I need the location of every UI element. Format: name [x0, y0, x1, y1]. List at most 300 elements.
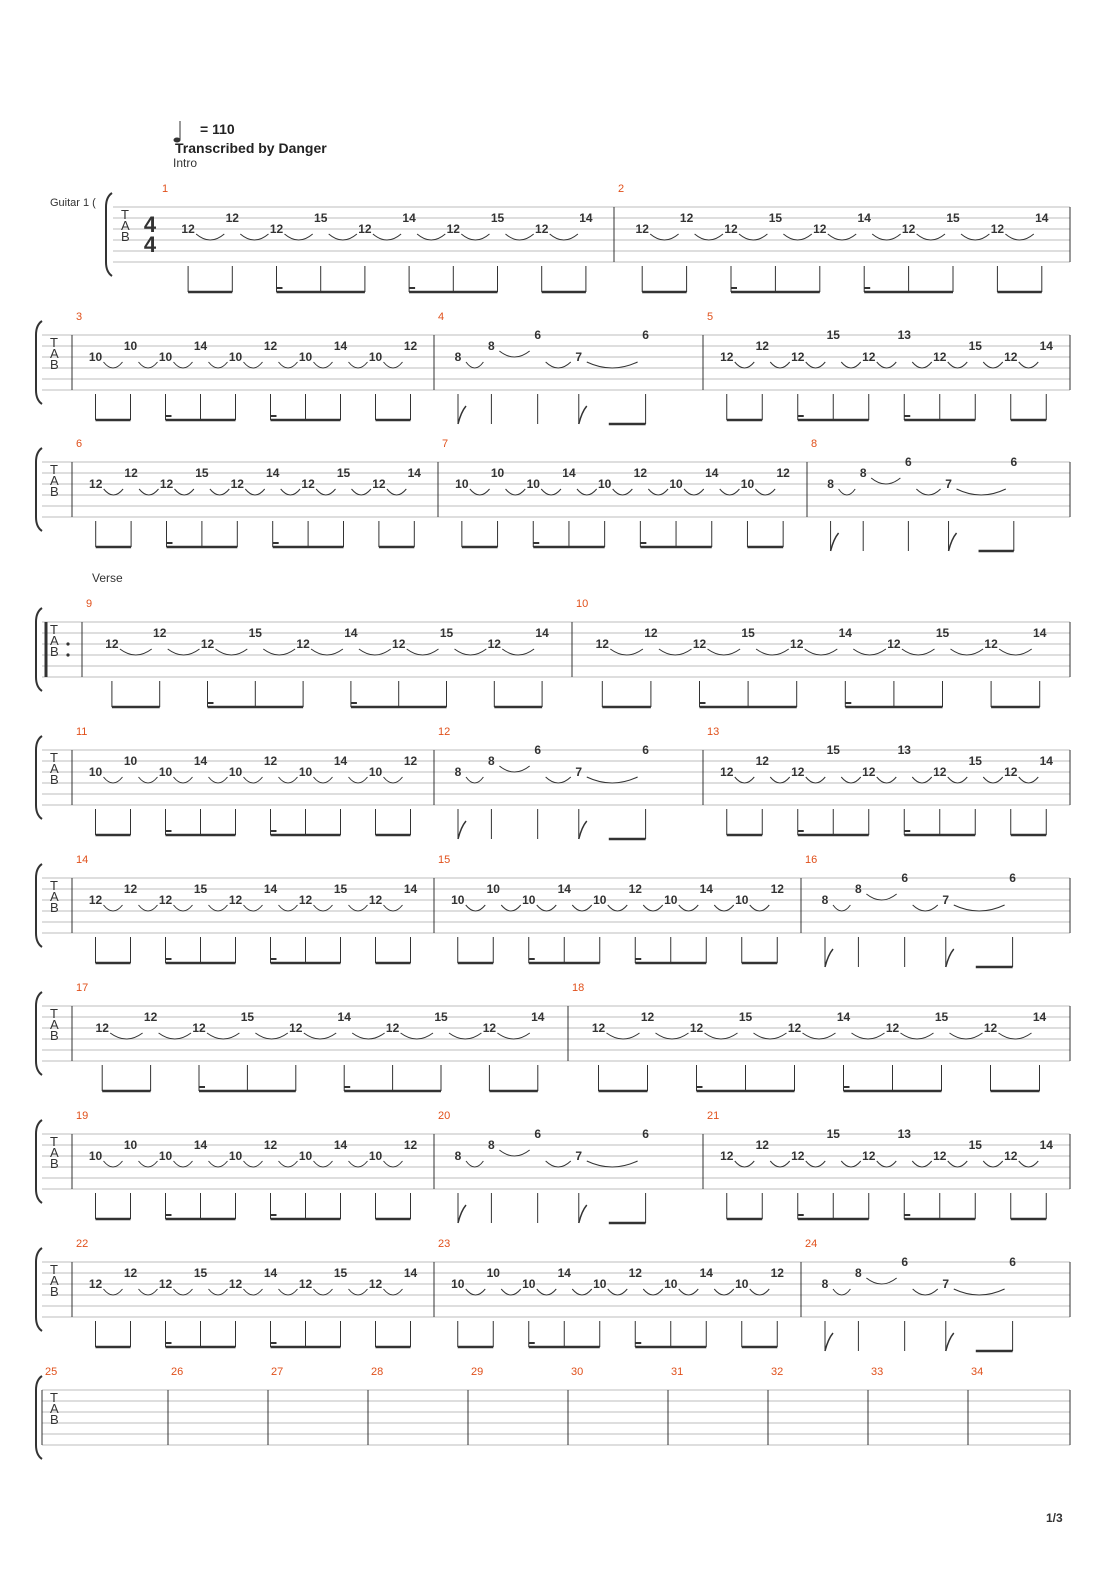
fret-number: 12 — [933, 765, 947, 779]
slur — [877, 362, 897, 368]
fret-number: 13 — [897, 328, 911, 342]
tab-clef-letter: B — [50, 357, 59, 372]
fret-number: 12 — [89, 477, 103, 491]
fret-number: 10 — [455, 477, 469, 491]
fret-number: 12 — [724, 222, 738, 236]
page-number: 1/3 — [1046, 1511, 1063, 1525]
slur — [174, 905, 193, 911]
tab-clef-letter: B — [50, 484, 59, 499]
tab-clef-letter: B — [50, 644, 59, 659]
slur — [833, 1289, 850, 1295]
slur — [770, 1161, 790, 1167]
fret-number: 12 — [933, 350, 947, 364]
slur — [466, 777, 483, 783]
slur — [349, 905, 368, 911]
measure-number: 34 — [971, 1366, 984, 1378]
slur — [841, 777, 861, 783]
fret-number: 15 — [336, 466, 351, 480]
tab-clef-letter: T — [50, 462, 58, 477]
slur — [499, 766, 529, 772]
fret-number: 12 — [1004, 350, 1018, 364]
fret-number: 12 — [228, 893, 243, 907]
slur — [755, 489, 775, 495]
fret-number: 10 — [522, 893, 536, 907]
fret-number: 10 — [228, 765, 243, 779]
fret-number: 15 — [333, 1266, 348, 1280]
tab-clef-letter: A — [50, 1145, 59, 1160]
fret-number: 12 — [123, 882, 138, 896]
slur — [913, 1289, 938, 1295]
measure-number: 5 — [707, 311, 714, 323]
tab-clef-letter: B — [50, 900, 59, 915]
system-bracket — [106, 193, 112, 276]
system-bracket — [36, 1120, 42, 1203]
slur — [455, 649, 487, 655]
slur — [417, 234, 445, 240]
fret-number: 15 — [333, 882, 348, 896]
repeat-dot — [66, 653, 69, 656]
fret-number: 14 — [333, 1138, 348, 1152]
note-flag — [458, 821, 466, 839]
slur — [877, 777, 897, 783]
slur — [546, 777, 571, 783]
measure-number: 15 — [438, 854, 451, 866]
slur — [120, 649, 152, 655]
fret-number: 12 — [679, 211, 694, 225]
fret-number: 8 — [821, 1277, 829, 1291]
time-signature-bottom: 4 — [143, 232, 157, 257]
slur — [349, 777, 368, 783]
slur — [466, 1161, 483, 1167]
slur — [852, 1033, 885, 1039]
slur — [285, 234, 313, 240]
fret-number: 15 — [248, 626, 262, 640]
note-flag — [825, 1333, 833, 1351]
slur — [449, 1033, 481, 1039]
slur — [502, 649, 534, 655]
slur — [841, 362, 861, 368]
fret-number: 7 — [945, 477, 952, 491]
fret-number: 15 — [434, 1010, 448, 1024]
tab-clef-letter: T — [121, 207, 129, 222]
note-flag — [579, 821, 587, 839]
fret-number: 15 — [826, 1127, 840, 1141]
slur — [104, 489, 123, 495]
fret-number: 10 — [664, 893, 678, 907]
fret-number: 14 — [562, 466, 576, 480]
fret-number: 14 — [193, 339, 208, 353]
fret-number: 14 — [263, 1266, 278, 1280]
fret-number: 12 — [755, 754, 769, 768]
slur — [695, 234, 723, 240]
slur — [244, 362, 263, 368]
fret-number: 12 — [635, 222, 649, 236]
fret-number: 14 — [699, 882, 713, 896]
tempo-marking: = 110 — [200, 121, 235, 137]
measure-number: 14 — [76, 854, 89, 866]
measure-number: 19 — [76, 1110, 89, 1122]
track-label: Guitar 1 ( — [50, 197, 96, 209]
slur — [174, 777, 193, 783]
slur — [806, 777, 826, 783]
slur — [244, 1161, 263, 1167]
fret-number: 14 — [857, 211, 871, 225]
fret-number: 15 — [193, 1266, 208, 1280]
tab-clef-letter: A — [50, 889, 59, 904]
fret-number: 10 — [88, 350, 103, 364]
measure-number: 29 — [471, 1366, 484, 1378]
fret-number: 12 — [192, 1021, 206, 1035]
slur — [659, 649, 692, 655]
fret-number: 6 — [901, 1255, 909, 1269]
note-flag — [579, 1205, 587, 1223]
fret-number: 6 — [905, 455, 912, 469]
slur — [401, 1033, 433, 1039]
slur — [501, 905, 521, 911]
slur — [961, 234, 989, 240]
measure-number: 17 — [76, 982, 89, 994]
fret-number: 14 — [1039, 339, 1053, 353]
tab-clef-letter: A — [121, 218, 130, 233]
fret-number: 10 — [88, 765, 103, 779]
fret-number: 12 — [633, 466, 648, 480]
fret-number: 12 — [228, 1277, 243, 1291]
slur — [537, 1289, 557, 1295]
fret-number: 12 — [403, 754, 418, 768]
fret-number: 14 — [407, 466, 421, 480]
slur — [577, 489, 597, 495]
slur — [587, 777, 638, 783]
slur — [756, 649, 789, 655]
slur — [954, 1289, 1005, 1295]
fret-number: 12 — [720, 1149, 734, 1163]
measure-number: 30 — [571, 1366, 584, 1378]
fret-number: 10 — [486, 882, 500, 896]
slur — [384, 1161, 403, 1167]
tab-clef-letter: T — [50, 622, 58, 637]
slur — [608, 1289, 628, 1295]
slur — [750, 1289, 770, 1295]
fret-number: 10 — [123, 754, 138, 768]
fret-number: 12 — [990, 222, 1005, 236]
system-bracket — [36, 448, 42, 531]
slur — [828, 234, 856, 240]
slur — [572, 1289, 592, 1295]
measure-number: 23 — [438, 1238, 451, 1250]
tab-clef-letter: T — [50, 1390, 58, 1405]
fret-number: 12 — [372, 477, 386, 491]
fret-number: 10 — [490, 466, 505, 480]
slur — [916, 489, 940, 495]
measure-number: 16 — [805, 854, 818, 866]
fret-number: 14 — [1039, 1138, 1053, 1152]
fret-number: 12 — [535, 222, 549, 236]
fret-number: 10 — [228, 350, 243, 364]
fret-number: 8 — [821, 893, 829, 907]
slur — [866, 1278, 896, 1284]
fret-number: 10 — [451, 893, 465, 907]
fret-number: 12 — [770, 882, 784, 896]
slur — [735, 362, 755, 368]
fret-number: 14 — [266, 466, 280, 480]
fret-number: 14 — [535, 626, 549, 640]
fret-number: 12 — [984, 637, 998, 651]
transcriber-credit: Transcribed by Danger — [175, 140, 327, 156]
fret-number: 12 — [644, 626, 658, 640]
measure-number: 4 — [438, 311, 445, 323]
fret-number: 15 — [741, 626, 755, 640]
fret-number: 8 — [855, 882, 862, 896]
measure-number: 26 — [171, 1366, 184, 1378]
slur — [708, 649, 741, 655]
slur — [209, 362, 228, 368]
slur — [207, 1033, 239, 1039]
note-flag — [458, 406, 466, 424]
measure-number: 31 — [671, 1366, 684, 1378]
fret-number: 7 — [575, 350, 583, 364]
slur — [872, 234, 900, 240]
fret-number: 12 — [263, 1138, 278, 1152]
fret-number: 12 — [720, 765, 734, 779]
fret-number: 12 — [983, 1021, 998, 1035]
section-label-intro: Intro — [173, 156, 198, 170]
fret-number: 12 — [181, 222, 195, 236]
fret-number: 7 — [942, 1277, 950, 1291]
fret-number: 12 — [200, 637, 215, 651]
fret-number: 6 — [534, 743, 542, 757]
fret-number: 14 — [402, 211, 416, 225]
fret-number: 12 — [368, 1277, 383, 1291]
measure-number: 18 — [572, 982, 585, 994]
fret-number: 15 — [490, 211, 505, 225]
fret-number: 10 — [158, 1149, 173, 1163]
fret-number: 10 — [593, 1277, 607, 1291]
fret-number: 10 — [298, 1149, 313, 1163]
fret-number: 15 — [768, 211, 783, 225]
repeat-dot — [66, 642, 69, 645]
measure-number: 25 — [45, 1366, 58, 1378]
note-flag — [458, 1205, 466, 1223]
fret-number: 10 — [526, 477, 540, 491]
note-flag — [949, 533, 957, 551]
fret-number: 12 — [263, 339, 278, 353]
fret-number: 14 — [1032, 1010, 1047, 1024]
fret-number: 12 — [298, 893, 313, 907]
measure-number: 33 — [871, 1366, 884, 1378]
slur — [349, 1289, 368, 1295]
fret-number: 14 — [557, 882, 571, 896]
fret-number: 14 — [838, 626, 852, 640]
slur — [244, 777, 263, 783]
slur — [917, 234, 945, 240]
slur — [735, 777, 755, 783]
fret-number: 12 — [105, 637, 119, 651]
fret-number: 12 — [813, 222, 827, 236]
slur — [387, 489, 406, 495]
fret-number: 15 — [935, 626, 950, 640]
measure-number: 28 — [371, 1366, 384, 1378]
fret-number: 7 — [575, 1149, 583, 1163]
slur — [983, 1161, 1003, 1167]
slur — [174, 362, 193, 368]
fret-number: 15 — [738, 1010, 753, 1024]
fret-number: 12 — [689, 1021, 704, 1035]
fret-number: 10 — [522, 1277, 536, 1291]
slur — [159, 1033, 191, 1039]
fret-number: 12 — [720, 350, 734, 364]
slur — [572, 905, 592, 911]
slur — [104, 362, 123, 368]
fret-number: 12 — [887, 637, 901, 651]
slur — [279, 362, 298, 368]
fret-number: 10 — [593, 893, 607, 907]
slur — [607, 1033, 640, 1039]
fret-number: 10 — [669, 477, 683, 491]
fret-number: 12 — [862, 1149, 876, 1163]
fret-number: 12 — [225, 211, 239, 225]
slur — [550, 234, 578, 240]
fret-number: 14 — [403, 882, 418, 896]
slur — [948, 777, 968, 783]
slur — [279, 1289, 298, 1295]
slur — [587, 1161, 638, 1167]
fret-number: 14 — [333, 754, 348, 768]
fret-number: 12 — [124, 466, 138, 480]
fret-number: 12 — [862, 350, 876, 364]
slur — [754, 1033, 787, 1039]
fret-number: 12 — [692, 637, 707, 651]
fret-number: 14 — [1039, 754, 1053, 768]
fret-number: 10 — [368, 765, 383, 779]
slur — [352, 1033, 384, 1039]
slur — [466, 905, 486, 911]
fret-number: 10 — [740, 477, 755, 491]
time-signature-top: 4 — [143, 212, 157, 237]
fret-number: 12 — [787, 1021, 802, 1035]
fret-number: 10 — [228, 1149, 243, 1163]
slur — [999, 649, 1032, 655]
slur — [501, 1289, 521, 1295]
tab-clef-letter: B — [50, 1028, 59, 1043]
fret-number: 14 — [1035, 211, 1049, 225]
slur — [803, 1033, 836, 1039]
slur — [104, 1161, 123, 1167]
measure-number: 32 — [771, 1366, 784, 1378]
slur — [352, 489, 371, 495]
slur — [499, 1150, 529, 1156]
fret-number: 14 — [699, 1266, 713, 1280]
slur — [139, 362, 158, 368]
slur — [714, 905, 734, 911]
note-flag — [825, 949, 833, 967]
slur — [950, 1033, 983, 1039]
fret-number: 12 — [358, 222, 372, 236]
slur — [216, 649, 248, 655]
fret-number: 8 — [488, 1138, 495, 1152]
fret-number: 14 — [193, 1138, 208, 1152]
tab-clef-letter: A — [50, 1273, 59, 1288]
fret-number: 10 — [486, 1266, 500, 1280]
fret-number: 12 — [776, 466, 790, 480]
slur — [209, 1161, 228, 1167]
slur — [304, 1033, 336, 1039]
measure-number: 7 — [442, 438, 449, 450]
fret-number: 15 — [193, 882, 208, 896]
slur — [806, 1161, 826, 1167]
tab-clef-letter: T — [50, 750, 58, 765]
slur — [175, 489, 194, 495]
tab-clef-letter: B — [50, 1156, 59, 1171]
fret-number: 12 — [628, 882, 642, 896]
slur — [954, 905, 1005, 911]
fret-number: 12 — [298, 1277, 313, 1291]
fret-number: 6 — [534, 328, 542, 342]
tab-clef-letter: T — [50, 335, 58, 350]
fret-number: 15 — [946, 211, 960, 225]
slur — [679, 905, 699, 911]
fret-number: 6 — [901, 871, 909, 885]
slur — [901, 1033, 934, 1039]
slur — [314, 777, 333, 783]
tab-clef-letter: B — [50, 1284, 59, 1299]
fret-number: 12 — [595, 637, 609, 651]
fret-number: 12 — [88, 893, 103, 907]
fret-number: 8 — [859, 466, 867, 480]
tab-clef-letter: A — [50, 346, 59, 361]
fret-number: 14 — [836, 1010, 851, 1024]
slur — [240, 234, 268, 240]
measure-number: 8 — [811, 438, 818, 450]
slur — [587, 362, 638, 368]
slur — [279, 905, 298, 911]
slur — [866, 894, 896, 900]
fret-number: 12 — [158, 893, 173, 907]
slur — [407, 649, 439, 655]
fret-number: 12 — [158, 1277, 173, 1291]
fret-number: 6 — [1010, 455, 1018, 469]
slur — [210, 489, 229, 495]
slur — [902, 649, 935, 655]
slur — [209, 1289, 228, 1295]
fret-number: 10 — [451, 1277, 465, 1291]
measure-number: 13 — [707, 726, 720, 738]
fret-number: 14 — [557, 1266, 571, 1280]
fret-number: 6 — [642, 743, 649, 757]
fret-number: 12 — [862, 765, 876, 779]
measure-number: 1 — [162, 183, 169, 195]
fret-number: 6 — [642, 1127, 649, 1141]
slur — [948, 1161, 968, 1167]
fret-number: 12 — [289, 1021, 303, 1035]
tab-clef-letter: A — [50, 1017, 59, 1032]
slur — [174, 1289, 193, 1295]
slur — [349, 1161, 368, 1167]
note-flag — [946, 1333, 954, 1351]
fret-number: 12 — [159, 477, 174, 491]
slur — [705, 1033, 738, 1039]
fret-number: 15 — [195, 466, 209, 480]
fret-number: 12 — [392, 637, 406, 651]
slur — [537, 905, 557, 911]
slur — [373, 234, 401, 240]
slur — [650, 234, 678, 240]
slur — [316, 489, 335, 495]
slur — [783, 234, 811, 240]
fret-number: 14 — [403, 1266, 418, 1280]
measure-number: 10 — [576, 598, 589, 610]
measure-number: 21 — [707, 1110, 720, 1122]
slur — [806, 362, 826, 368]
